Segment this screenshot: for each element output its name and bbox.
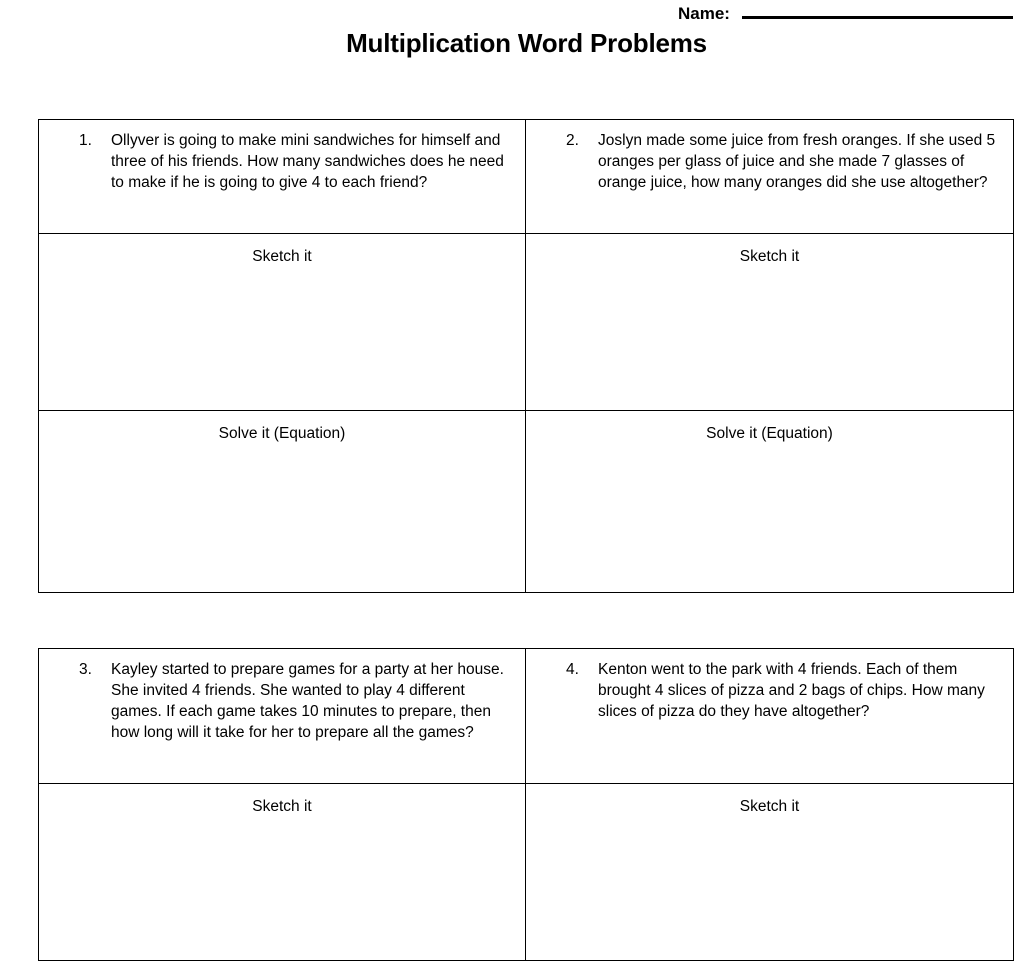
solve-label: Solve it (Equation) <box>706 425 833 442</box>
sketch-area-3[interactable] <box>39 784 526 961</box>
problem-cell-4 <box>526 649 1014 784</box>
problem-text: Ollyver is going to make mini sandwiches for himself and three of his friends. How many sandwiches does he need to make if he is going to give 4 to each friend? <box>111 132 504 191</box>
problem-cell-2 <box>526 120 1014 234</box>
sketch-label: Sketch it <box>739 798 800 815</box>
sketch-label: Sketch it <box>252 798 312 815</box>
problem-number: 1. <box>79 132 92 149</box>
sketch-area-4[interactable] <box>526 784 1014 961</box>
problem-text: Joslyn made some juice from fresh oranges. If she used 5 oranges per glass of juice and she made 7 glasses of orange juice, how many oranges did she use altogether? <box>598 132 996 191</box>
sketch-label: Sketch it <box>739 248 800 265</box>
name-write-in-line[interactable] <box>742 1 1013 19</box>
table-row <box>39 120 1014 234</box>
table-row <box>39 649 1014 784</box>
problem-text: Kenton went to the park with 4 friends. Each of them brought 4 slices of pizza and 2 bags of chips. How many slices of pizza do they have altogether? <box>598 661 985 720</box>
problem-number: 4. <box>566 661 579 678</box>
sketch-area-1[interactable] <box>39 234 526 411</box>
table-row <box>39 411 1014 593</box>
table-row <box>39 234 1014 411</box>
problem-cell-3 <box>39 649 526 784</box>
table-row <box>39 784 1014 961</box>
problem-text: Kayley started to prepare games for a party at her house. She invited 4 friends. She wanted to play 4 different games. If each game takes 10 minutes to prepare, then how long will it take for her to prepare all the games? <box>111 661 504 741</box>
problem-number: 2. <box>566 132 579 149</box>
problem-number: 3. <box>79 661 92 678</box>
name-field-row <box>678 1 1013 24</box>
worksheet-table-top <box>38 119 1014 593</box>
page-header <box>0 0 1027 70</box>
page-title: Multiplication Word Problems <box>346 28 707 58</box>
solve-label: Solve it (Equation) <box>218 425 346 442</box>
solve-area-2[interactable] <box>526 411 1014 593</box>
problem-cell-1 <box>39 120 526 234</box>
name-label: Name: <box>678 4 730 23</box>
sketch-label: Sketch it <box>252 248 312 265</box>
worksheet-table-bottom <box>38 648 1014 961</box>
sketch-area-2[interactable] <box>526 234 1014 411</box>
solve-area-1[interactable] <box>39 411 526 593</box>
